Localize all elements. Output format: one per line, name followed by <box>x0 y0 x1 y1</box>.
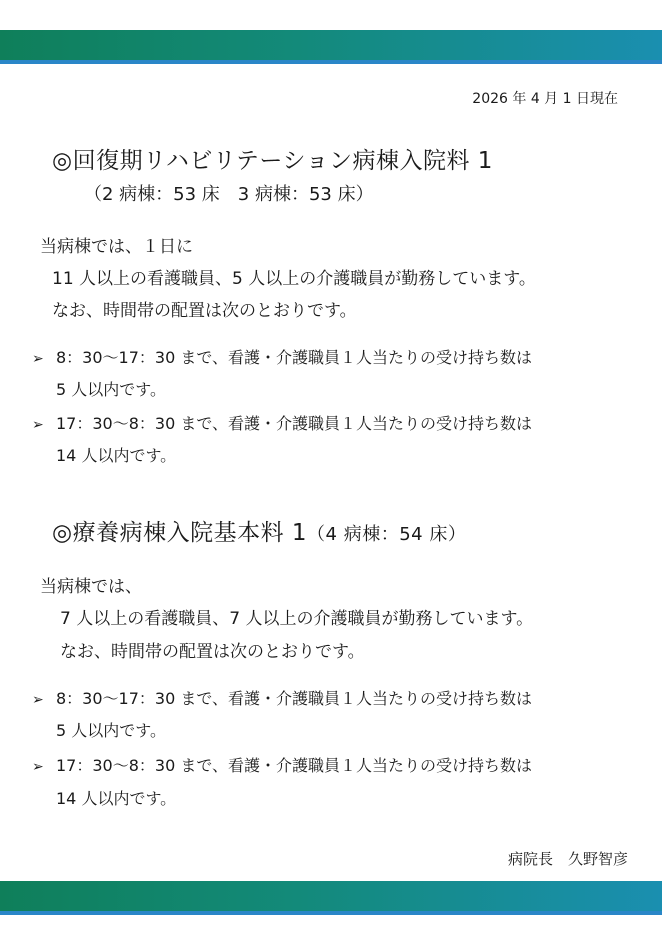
arrow-bullet-icon: ➢ <box>32 351 44 367</box>
section1-subtitle: （2 病棟：53 床 3 病棟：53 床） <box>84 184 374 205</box>
arrow-bullet-icon: ➢ <box>32 759 44 775</box>
section1-note: なお、時間帯の配置は次のとおりです。 <box>52 301 357 321</box>
section1-intro: 当病棟では、１日に <box>40 237 193 257</box>
section2-staffing: 7 人以上の看護職員、7 人以上の介護職員が勤務しています。 <box>60 609 534 629</box>
director-signature: 病院長 久野智彦 <box>507 850 628 868</box>
section1-bullet-night: ➢ 17：30〜8：30 まで、看護・介護職員１人当たりの受け持ち数は <box>32 414 533 433</box>
bottom-decorative-band <box>0 881 662 915</box>
section2-title: ◎療養病棟入院基本料 1（4 病棟：54 床） <box>52 520 467 546</box>
arrow-bullet-icon: ➢ <box>32 692 44 708</box>
section2-title-note: （4 病棟：54 床） <box>307 524 467 545</box>
section1-bullet-night-cont: 14 人以内です。 <box>56 446 177 465</box>
section2-bullet-night: ➢ 17：30〜8：30 まで、看護・介護職員１人当たりの受け持ち数は <box>32 756 533 775</box>
section1-staffing: 11 人以上の看護職員、5 人以上の介護職員が勤務しています。 <box>52 269 536 289</box>
section1-bullet-day-cont: 5 人以内です。 <box>56 380 166 399</box>
arrow-bullet-icon: ➢ <box>32 417 44 433</box>
section2-intro: 当病棟では、 <box>40 577 142 597</box>
section1-title: ◎回復期リハビリテーション病棟入院料 1 <box>52 148 493 174</box>
section1-bullet-day: ➢ 8：30〜17：30 まで、看護・介護職員１人当たりの受け持ち数は <box>32 348 533 367</box>
section2-bullet-day-cont: 5 人以内です。 <box>56 721 166 740</box>
section2-note: なお、時間帯の配置は次のとおりです。 <box>60 642 365 662</box>
section2-bullet-night-cont: 14 人以内です。 <box>56 789 177 808</box>
top-decorative-band <box>0 30 662 64</box>
section2-bullet-day: ➢ 8：30〜17：30 まで、看護・介護職員１人当たりの受け持ち数は <box>32 689 533 708</box>
effective-date: 2026 年 4 月 1 日現在 <box>472 91 618 107</box>
